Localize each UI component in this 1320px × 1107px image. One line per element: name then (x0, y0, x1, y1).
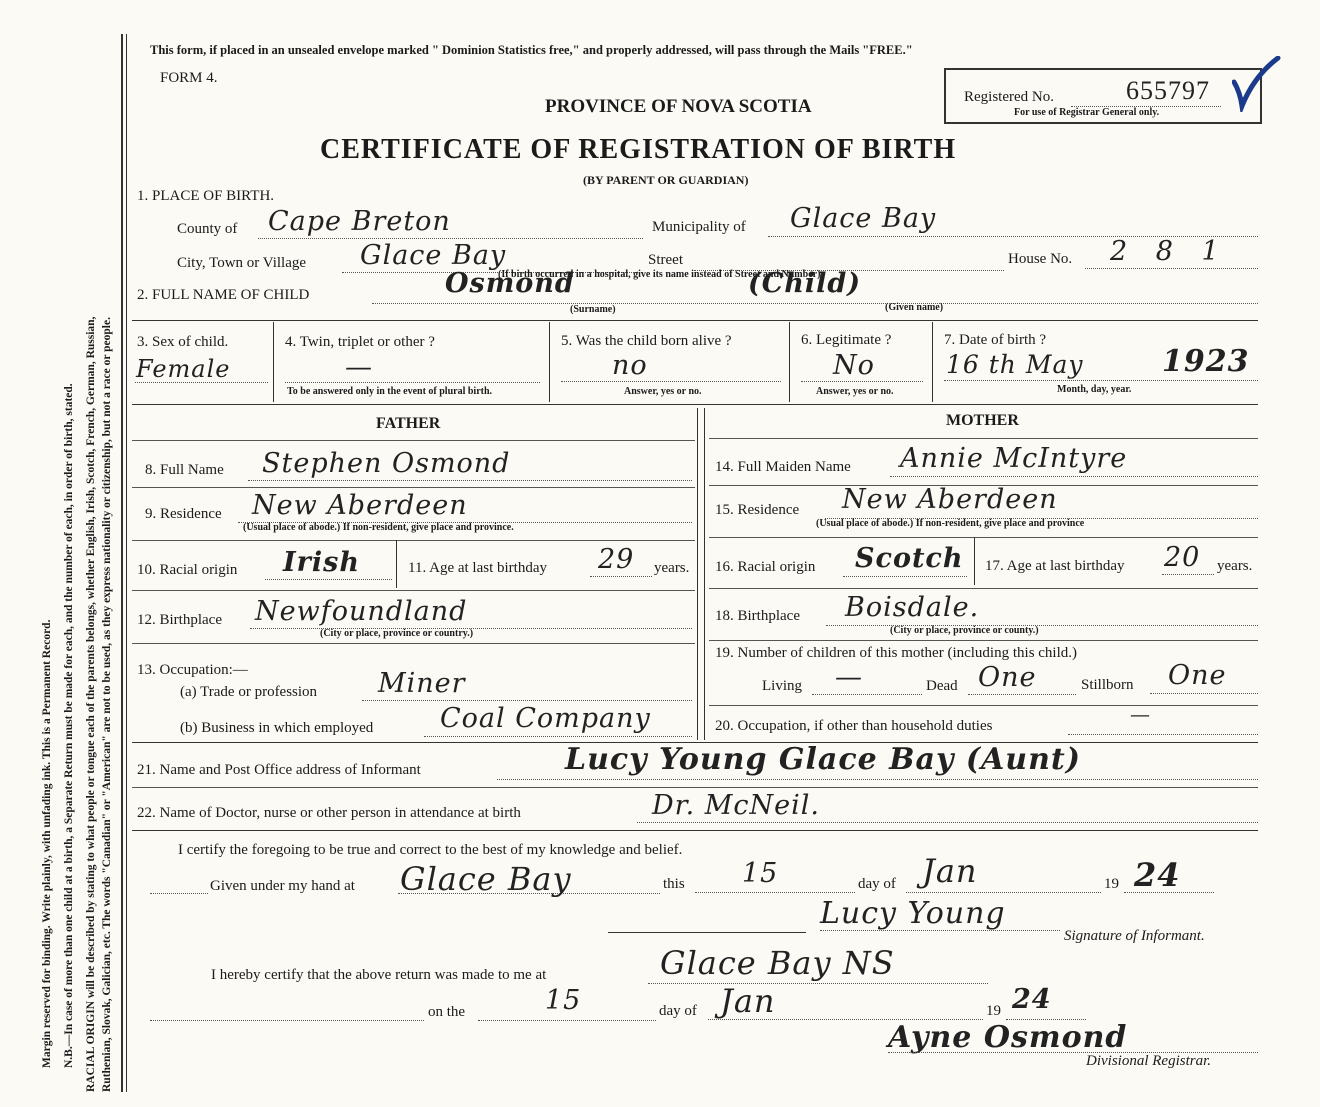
hospital-note: (If birth occurred in a hospital, give its name instead of Street and Number) (498, 269, 821, 280)
mother-age-label: 17. Age at last birthday (985, 558, 1125, 574)
doctor-value: Dr. McNeil. (652, 790, 820, 821)
mother-occupation-value: — (1130, 702, 1151, 726)
father-name-value: Stephen Osmond (262, 448, 511, 479)
reg-day-line (478, 1020, 656, 1021)
registrar-statement: I hereby certify that the above return was made to me at (211, 967, 547, 983)
mother-birthplace-note: (City or place, province or county.) (890, 625, 1039, 636)
mother-origin-value: Scotch (855, 543, 964, 574)
legit-value: No (833, 350, 875, 381)
mother-living-label: Living (762, 678, 802, 694)
father-heading: FATHER (376, 415, 441, 432)
reg-month-value: Jan (720, 982, 776, 1020)
informant-signature-line (820, 930, 1060, 931)
mother-years: years. (1217, 558, 1253, 574)
municipality-value: Glace Bay (790, 203, 937, 234)
dob-label: 7. Date of birth ? (944, 332, 1047, 348)
mother-row-rule-4 (709, 640, 1258, 641)
margin-racial-origin-note: RACIAL ORIGIN will be described by stating to what people or tongue each of the parents belongs, whether English, Irish, Scotch, French, German, Russian, (85, 316, 97, 1092)
doctor-bottom-rule (132, 830, 1258, 831)
father-trade-label: (a) Trade or profession (180, 684, 318, 700)
registered-number-box (944, 68, 1262, 124)
registered-label: Registered No. (964, 89, 1054, 105)
alive-line (561, 381, 781, 382)
father-origin-line (265, 579, 392, 580)
legit-line (801, 381, 923, 382)
parent-heading-rule-right (709, 438, 1258, 439)
county-label: County of (177, 221, 238, 237)
mother-stillborn-label: Stillborn (1081, 677, 1134, 693)
father-age-label: 11. Age at last birthday (408, 560, 547, 576)
father-origin-label: 10. Racial origin (137, 562, 238, 578)
mother-origin-divider (974, 537, 975, 585)
year-prefix: 19 (1104, 876, 1119, 892)
mother-occupation-line (1068, 734, 1258, 735)
month-line (906, 892, 1101, 893)
sex-label: 3. Sex of child. (137, 334, 229, 350)
county-value: Cape Breton (268, 206, 451, 237)
parent-divider (697, 408, 698, 740)
mother-occupation-label: 20. Occupation, if other than household duties (715, 718, 993, 734)
mother-age-line (1162, 574, 1214, 575)
legit-label: 6. Legitimate ? (801, 332, 892, 348)
mother-living-value: — (835, 662, 863, 693)
row3-div-4 (932, 322, 933, 402)
father-residence-note: (Usual place of abode.) If non-resident, give place and province. (243, 522, 514, 533)
mother-dead-value: One (978, 662, 1037, 693)
child-name-line (372, 303, 1258, 304)
father-name-line (248, 480, 692, 481)
mother-row-rule-3 (709, 588, 1258, 589)
house-label: House No. (1008, 251, 1073, 267)
child-given-name: (Child) (748, 268, 862, 299)
father-row-rule-3 (132, 590, 695, 591)
father-birthplace-value: Newfoundland (255, 596, 468, 627)
registrar-place-line (648, 983, 988, 984)
father-row-rule-1 (132, 487, 695, 488)
binding-rule (121, 34, 123, 1092)
mother-origin-line (843, 576, 967, 577)
mother-residence-note: (Usual place of abode.) If non-resident, give place and province (816, 518, 1085, 529)
father-years: years. (654, 560, 690, 576)
father-business-line (424, 736, 692, 737)
father-business-label: (b) Business in which employed (180, 720, 374, 736)
street-label: Street (648, 252, 683, 268)
municipality-label: Municipality of (652, 219, 746, 235)
mother-stillborn-line (1150, 693, 1258, 694)
row3-div-1 (273, 322, 274, 402)
twin-value: — (345, 352, 373, 383)
city-value: Glace Bay (360, 240, 507, 271)
father-birthplace-note: (City or place, province or country.) (320, 628, 474, 639)
house-line (1085, 268, 1258, 269)
document-subtitle: (BY PARENT OR GUARDIAN) (583, 173, 749, 187)
father-row-rule-4 (132, 643, 695, 644)
informant-line (497, 779, 1258, 780)
alive-value: no (612, 350, 648, 381)
informant-signature: Lucy Young (820, 896, 1006, 931)
mother-birthplace-value: Boisdale. (845, 592, 980, 623)
document-title: CERTIFICATE OF REGISTRATION OF BIRTH (320, 134, 957, 165)
this-day-line (695, 892, 855, 893)
father-trade-line (362, 700, 692, 701)
informant-label: 21. Name and Post Office address of Informant (137, 762, 421, 778)
margin-racial-origin-note-2: Ruthenian, Slovak, Galician, etc. The words "Canadian" or "American" are not to be used, as they express nationality or citizenship, but not a race or people. (101, 317, 113, 1092)
father-origin-value: Irish (283, 547, 360, 578)
mother-birthplace-label: 18. Birthplace (715, 608, 800, 624)
city-label: City, Town or Village (177, 255, 307, 271)
mother-row-rule-2 (709, 537, 1258, 538)
surname-caption: (Surname) (570, 304, 616, 315)
certification-divider (608, 932, 806, 933)
father-occupation-label: 13. Occupation:— (137, 662, 248, 678)
mother-dead-label: Dead (926, 678, 958, 694)
father-name-label: 8. Full Name (145, 462, 224, 478)
father-row-rule-2 (132, 540, 695, 541)
mother-row-rule-5 (709, 705, 1258, 706)
parent-heading-rule-left (132, 440, 695, 441)
place-section-label: 1. PLACE OF BIRTH. (137, 188, 275, 204)
this-label: this (663, 876, 685, 892)
row3-div-2 (549, 322, 550, 402)
registered-number: 655797 (1126, 76, 1210, 105)
given-lead-line (150, 893, 208, 894)
father-age-value: 29 (598, 544, 635, 575)
month-value: Jan (922, 852, 978, 890)
twin-line (285, 382, 540, 383)
county-line (258, 238, 643, 239)
on-the-lead-line (150, 1020, 424, 1021)
margin-binding-note: Margin reserved for binding. Write plainly, with unfading ink. This is a Permanent Record. (41, 619, 53, 1068)
row3-top-rule (132, 320, 1258, 321)
alive-note: Answer, yes or no. (624, 386, 702, 397)
mother-name-label: 14. Full Maiden Name (715, 459, 851, 475)
father-birthplace-label: 12. Birthplace (137, 612, 222, 628)
informant-value: Lucy Young Glace Bay (Aunt) (565, 742, 1081, 777)
dob-year: 1923 (1162, 344, 1250, 379)
legit-note: Answer, yes or no. (816, 386, 894, 397)
mother-residence-label: 15. Residence (715, 502, 800, 518)
doctor-label: 22. Name of Doctor, nurse or other person in attendance at birth (137, 805, 521, 821)
mother-age-value: 20 (1164, 542, 1201, 573)
form-number: FORM 4. (160, 70, 218, 86)
alive-label: 5. Was the child born alive ? (561, 333, 732, 349)
mother-children-label: 19. Number of children of this mother (including this child.) (715, 645, 1078, 661)
row3-div-3 (789, 322, 790, 402)
margin-nb-note: N.B.—In case of more than one child at a birth, a Separate Return must be made for each, and the number of each, in order of birth, stated. (63, 383, 75, 1068)
mother-living-line (812, 694, 922, 695)
mother-stillborn-value: One (1168, 660, 1227, 691)
house-value: 2 8 1 (1110, 236, 1229, 267)
mother-name-line (890, 476, 1258, 477)
year-suffix: 24 (1134, 856, 1181, 894)
child-surname: Osmond (445, 268, 575, 299)
child-name-label: 2. FULL NAME OF CHILD (137, 287, 310, 303)
registrar-note: For use of Registrar General only. (1014, 107, 1160, 118)
signature-caption: Signature of Informant. (1064, 928, 1205, 944)
row3-bottom-rule (132, 404, 1258, 405)
doctor-line (637, 822, 1258, 823)
certify-statement: I certify the foregoing to be true and correct to the best of my knowledge and belief. (178, 842, 683, 858)
on-the-label: on the (428, 1004, 466, 1020)
given-place-value: Glace Bay (400, 860, 572, 898)
reg-day-of-label: day of (659, 1003, 697, 1019)
informant-bottom-rule (132, 787, 1258, 788)
twin-label: 4. Twin, triplet or other ? (285, 334, 435, 350)
mother-heading: MOTHER (946, 412, 1019, 429)
father-trade-value: Miner (378, 668, 466, 699)
parent-divider-2 (704, 408, 705, 740)
father-age-line (590, 576, 652, 577)
checkmark-icon (1232, 56, 1282, 117)
mail-notice: This form, if placed in an unsealed envelope marked " Dominion Statistics free," and properly addressed, will pass through the Mails "FREE." (150, 43, 913, 57)
dob-note: Month, day, year. (1057, 384, 1132, 395)
reg-year-suffix: 24 (1012, 984, 1052, 1015)
mother-name-value: Annie McIntyre (900, 443, 1128, 474)
registrar-caption: Divisional Registrar. (1086, 1053, 1212, 1069)
registrar-signature: Ayne Osmond (888, 1020, 1128, 1055)
province-title: PROVINCE OF NOVA SCOTIA (545, 96, 812, 117)
sex-value: Female (136, 355, 231, 383)
father-origin-divider (396, 540, 397, 588)
given-caption: (Given name) (885, 302, 944, 313)
day-of-label: day of (858, 876, 896, 892)
father-residence-label: 9. Residence (145, 506, 222, 522)
dob-line (944, 380, 1258, 381)
binding-rule-inner (126, 34, 127, 1092)
registrar-place-value: Glace Bay NS (660, 944, 895, 982)
mother-dead-line (968, 694, 1076, 695)
mother-residence-value: New Aberdeen (842, 484, 1058, 515)
twin-note: To be answered only in the event of plural birth. (287, 386, 493, 397)
this-day-value: 15 (742, 858, 779, 889)
given-label: Given under my hand at (210, 878, 355, 894)
reg-day-value: 15 (545, 985, 582, 1016)
mother-origin-label: 16. Racial origin (715, 559, 816, 575)
father-residence-value: New Aberdeen (252, 490, 468, 521)
reg-year-prefix: 19 (986, 1003, 1001, 1019)
father-business-value: Coal Company (440, 703, 651, 734)
dob-value: 16 th May (946, 350, 1084, 379)
